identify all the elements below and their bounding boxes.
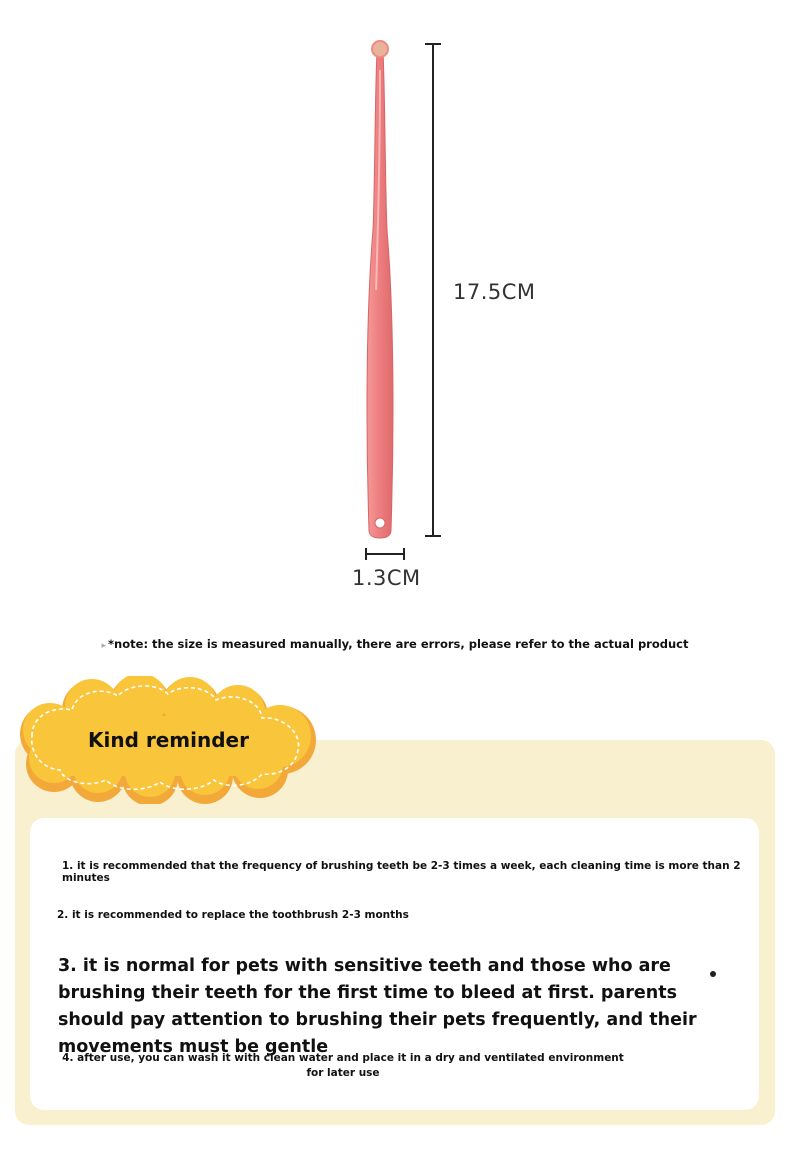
toothbrush-image xyxy=(340,30,420,550)
width-label: 1.3CM xyxy=(352,566,421,590)
height-label: 17.5CM xyxy=(453,280,536,304)
reminder-item-3: 3. it is normal for pets with sensitive teeth and those who are brushing their teeth for the first time to bleed at first. parents should pay attention to brushing their pets frequently, and their movements must be gentle xyxy=(58,956,697,1057)
measurement-note-text: *note: the size is measured manually, there are errors, please refer to the actual product xyxy=(108,637,689,651)
small-arrow-icon: ▸ xyxy=(101,641,107,651)
reminder-item-4: 4. after use, you can wash it with clean water and place it in a dry and ventilated environment for later use xyxy=(62,1052,624,1079)
height-dimension-bottom-cap xyxy=(425,535,441,537)
reminder-title: Kind reminder xyxy=(88,728,249,752)
height-dimension-line xyxy=(432,44,434,536)
dot-icon xyxy=(709,970,717,978)
width-dimension-line xyxy=(366,553,404,555)
width-dimension-right-cap xyxy=(403,548,405,560)
hanging-hole xyxy=(375,518,385,528)
toothbrush-head xyxy=(372,41,388,57)
measurement-note xyxy=(0,637,790,651)
reminder-item-1: 1. it is recommended that the frequency of brushing teeth be 2-3 times a week, each cleaning time is more than 2 minutes xyxy=(62,860,741,884)
reminder-item-2: 2. it is recommended to replace the toothbrush 2-3 months xyxy=(57,909,409,921)
